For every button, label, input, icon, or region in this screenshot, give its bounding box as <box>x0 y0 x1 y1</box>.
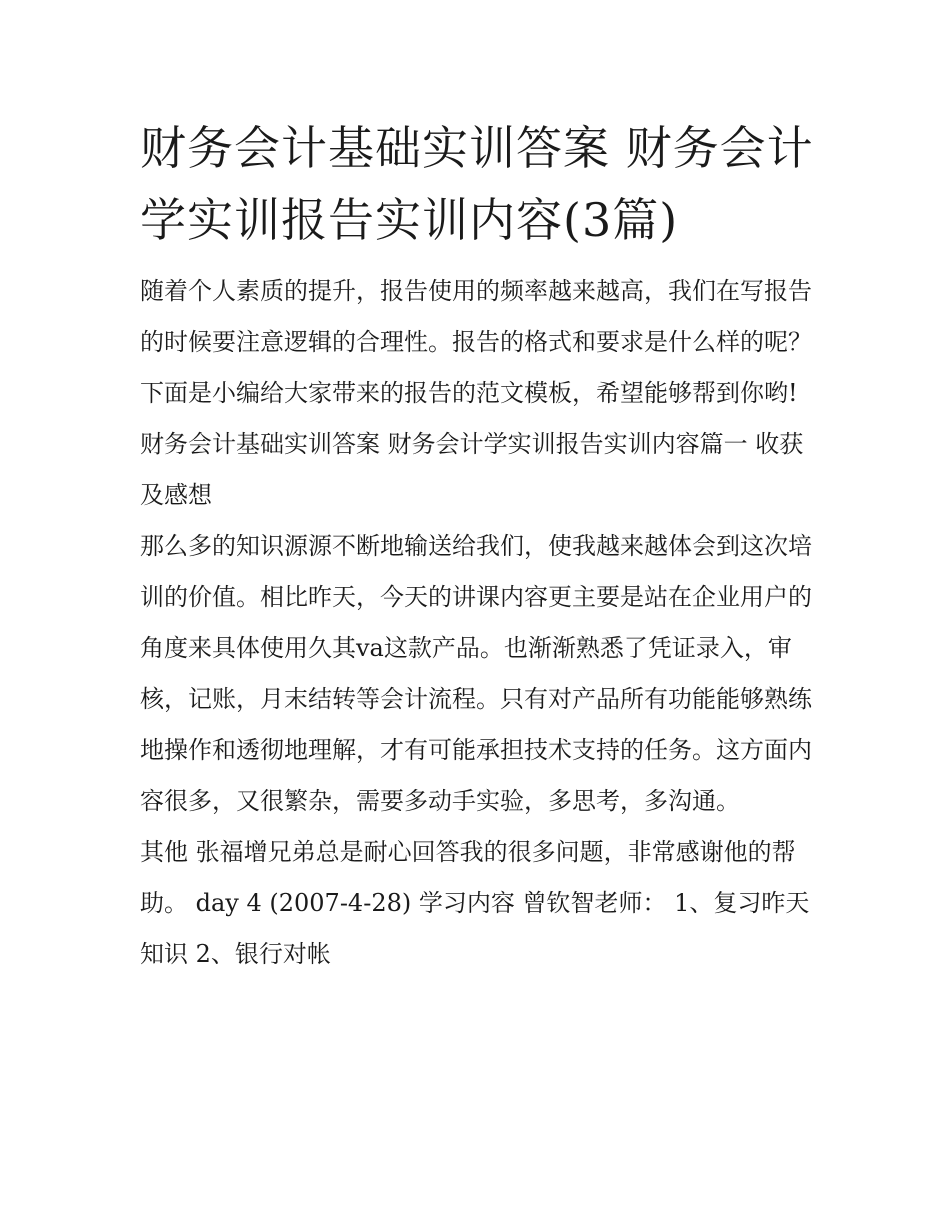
section-heading: 财务会计基础实训答案 财务会计学实训报告实训内容篇一 收获及感想 <box>140 430 804 509</box>
document-page <box>140 112 820 980</box>
intro-paragraph: 随着个人素质的提升，报告使用的频率越来越高，我们在写报告的时候要注意逻辑的合理性。报告的格式和要求是什么样的呢？下面是小编给大家带来的报告的范文模板，希望能够帮到你哟! <box>140 277 812 407</box>
body-paragraph: 其他 张福增兄弟总是耐心回答我的很多问题，非常感谢他的帮助。 day 4 (2007-4-28) 学习内容 曾钦智老师： 1、复习昨天知识 2、银行对帐 <box>140 838 810 968</box>
document-title: 财务会计基础实训答案 财务会计学实训报告实训内容(3篇) <box>140 121 814 247</box>
body-paragraph: 那么多的知识源源不断地输送给我们，使我越来越体会到这次培训的价值。相比昨天，今天的讲课内容更主要是站在企业用户的角度来具体使用久其va这款产品。也渐渐熟悉了凭证录入，审核，记账，月末结转等会计流程。只有对产品所有功能能够熟练地操作和透彻地理解，才有可能承担技术支持的任务。这方面内容很多，又很繁杂，需要多动手实验，多思考，多沟通。 <box>140 532 812 815</box>
